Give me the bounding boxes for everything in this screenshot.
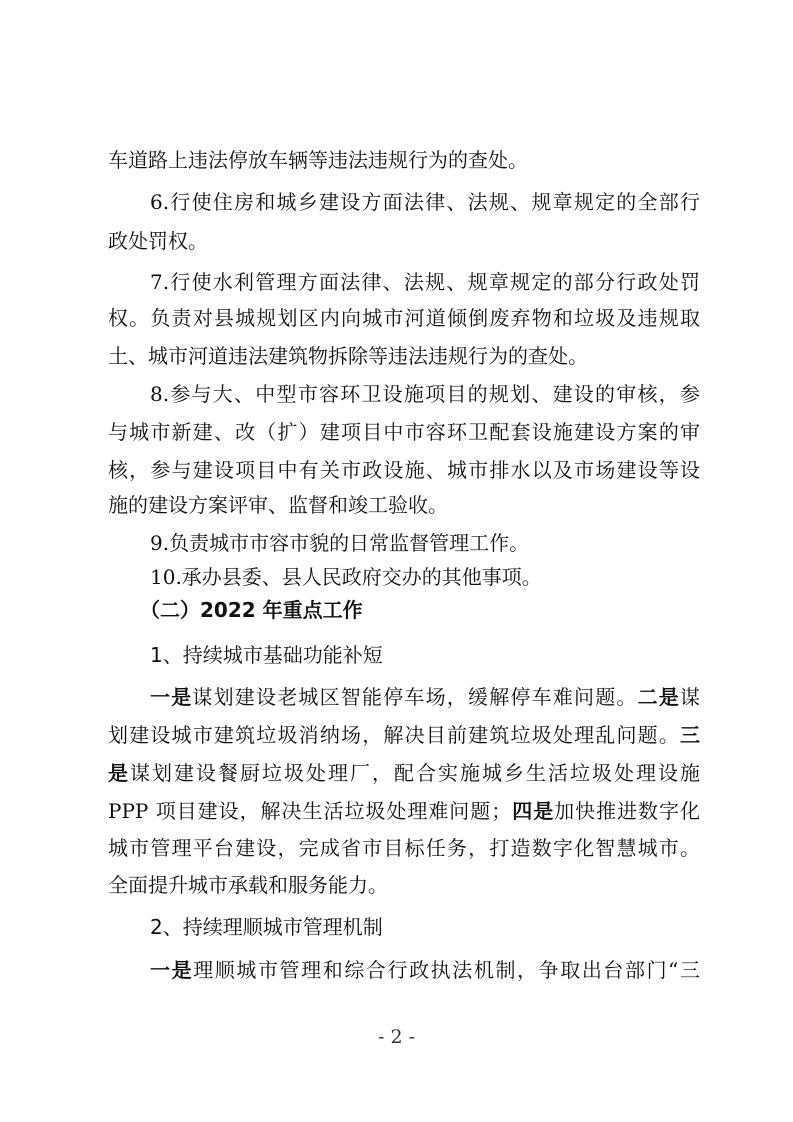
section-heading [140, 595, 732, 625]
text-segment: 7.行使水利管理方面法律、法规、规章规定的部分行政处罚 [150, 270, 700, 294]
text-line [108, 720, 700, 750]
bold-lead: 一是 [150, 958, 194, 982]
text-segment: 1、持续城市基础功能补短 [150, 643, 383, 667]
text-segment: 城市管理平台建设，完成省市目标任务，打造数字化智慧城市。 [108, 836, 700, 860]
text-line [108, 758, 700, 788]
text-segment: 划建设城市建筑垃圾消纳场，解决目前建筑垃圾处理乱问题。 [108, 723, 680, 747]
text-line [108, 490, 700, 520]
text-line [108, 870, 700, 900]
text-segment: 土、城市河道违法建筑物拆除等违法违规行为的查处。 [108, 344, 588, 368]
bold-lead: 四是 [511, 799, 555, 823]
text-line [108, 417, 700, 447]
text-line [108, 145, 700, 175]
text-line [108, 455, 700, 485]
text-segment: 加快推进数字化 [554, 799, 701, 823]
text-segment: 政处罚权。 [108, 229, 208, 253]
bold-lead: 二是 [637, 685, 681, 709]
text-line [150, 562, 700, 592]
text-line [150, 682, 700, 712]
text-segment: 谋 [680, 685, 701, 709]
section-heading [150, 912, 700, 942]
text-segment: 2、持续理顺城市管理机制 [150, 915, 383, 939]
text-segment: 10.承办县委、县人民政府交办的其他事项。 [150, 565, 542, 589]
text-segment: 全面提升城市承载和服务能力。 [108, 873, 388, 897]
bold-lead: 三 [680, 723, 700, 747]
text-line [108, 796, 700, 826]
bold-lead: 一是 [150, 685, 193, 709]
text-segment: 与城市新建、改（扩）建项目中市容环卫配套设施建设方案的审 [108, 420, 700, 444]
text-segment: PPP 项目建设，解决生活垃圾处理难问题； [108, 799, 512, 823]
bold-lead: 是 [108, 761, 130, 785]
page-number: - 2 - [377, 1026, 415, 1048]
text-segment: 理顺城市管理和综合行政执法机制，争取出台部门“三 [193, 958, 700, 982]
text-segment: 车道路上违法停放车辆等违法违规行为的查处。 [108, 148, 528, 172]
text-line [108, 833, 700, 863]
text-line [150, 379, 700, 409]
text-segment: 谋划建设老城区智能停车场，缓解停车难问题。 [192, 685, 638, 709]
text-segment: 6.行使住房和城乡建设方面法律、法规、规章规定的全部行 [150, 190, 700, 214]
text-line [150, 187, 700, 217]
text-segment: 8.参与大、中型市容环卫设施项目的规划、建设的审核，参 [150, 382, 700, 406]
text-line [150, 955, 700, 985]
text-line [150, 267, 700, 297]
text-segment: 权。负责对县城规划区内向城市河道倾倒废弃物和垃圾及违规取 [108, 306, 700, 330]
text-segment: 谋划建设餐厨垃圾处理厂，配合实施城乡生活垃圾处理设施 [130, 761, 700, 785]
section-heading [150, 640, 700, 670]
text-line [150, 528, 700, 558]
text-segment: 核，参与建设项目中有关市政设施、城市排水以及市场建设等设 [108, 458, 700, 482]
text-line [108, 303, 700, 333]
text-segment: 9.负责城市市容市貌的日常监督管理工作。 [150, 531, 530, 555]
text-line [108, 226, 700, 256]
text-line [108, 341, 700, 371]
text-segment: （二）2022 年重点工作 [140, 598, 363, 622]
text-segment: 施的建设方案评审、监督和竣工验收。 [108, 493, 448, 517]
